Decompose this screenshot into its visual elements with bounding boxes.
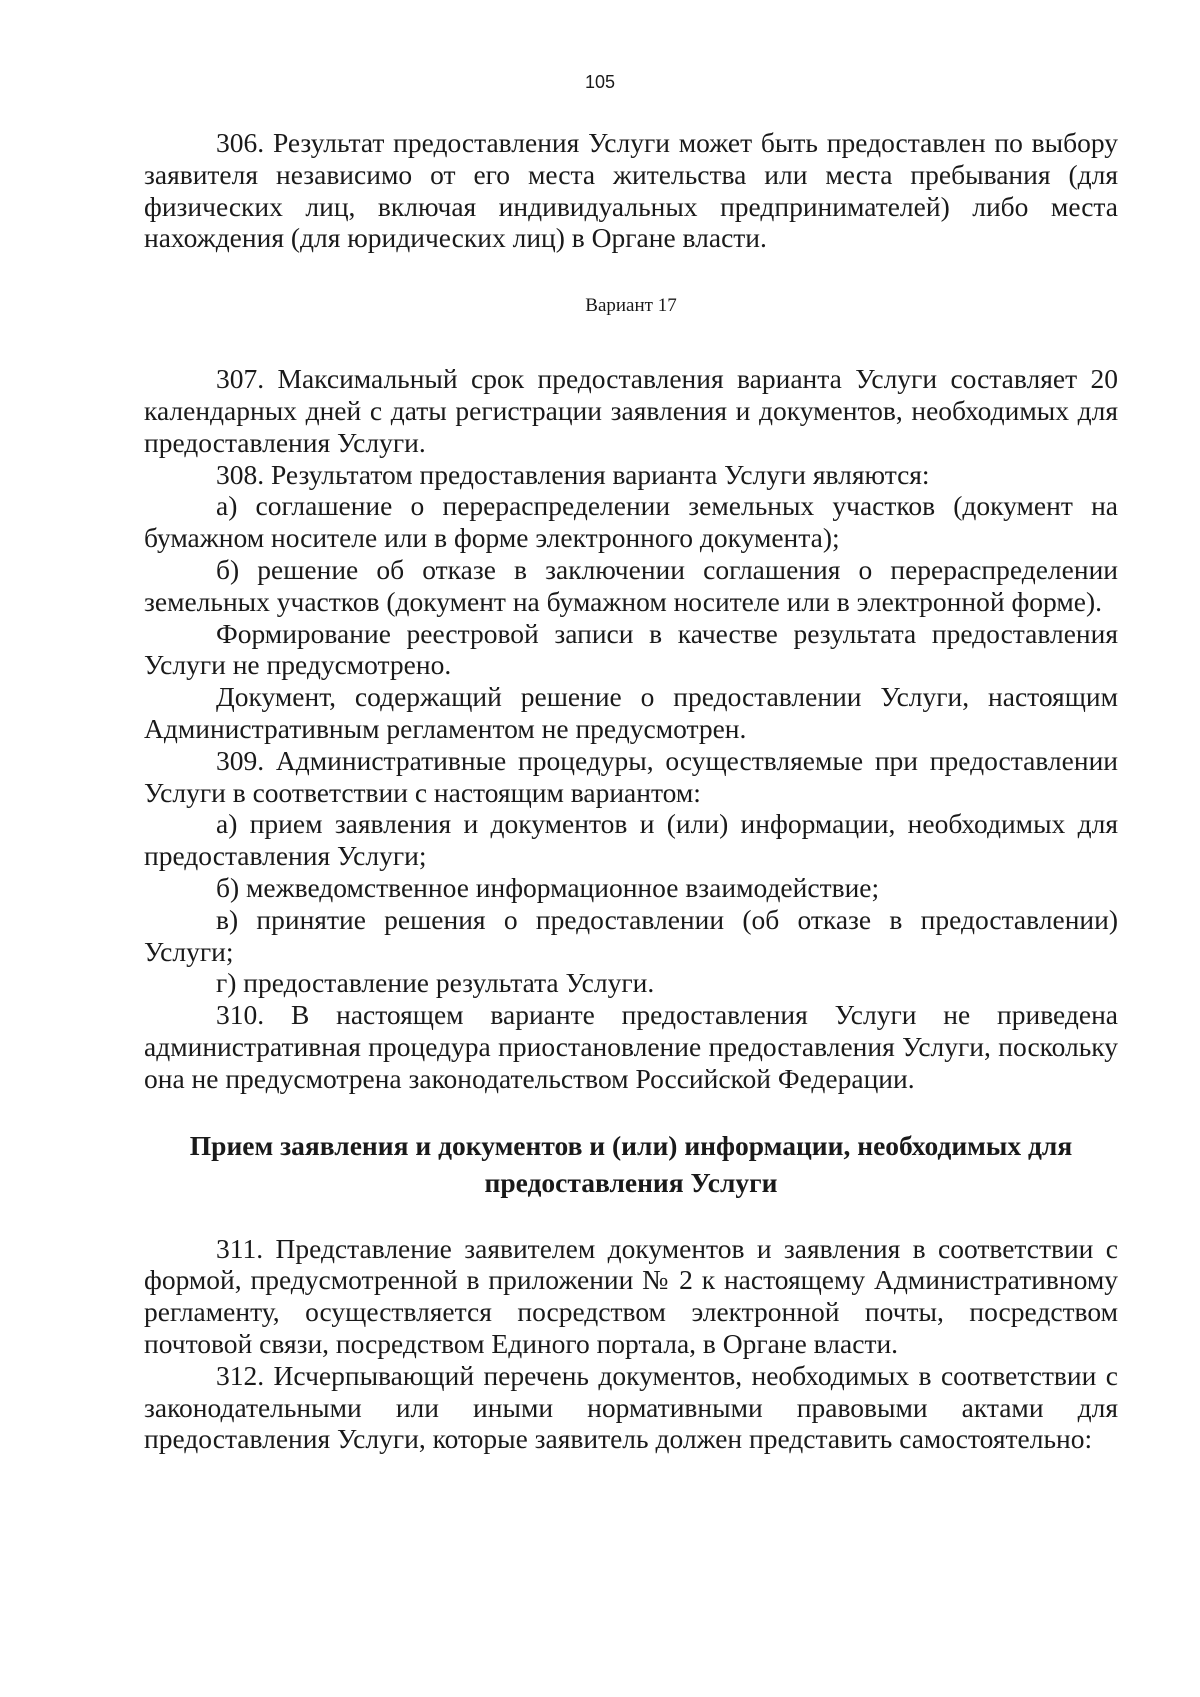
list-item-309-c: в) принятие решения о предоставлении (об отказе в предоставлении) Услуги;: [144, 903, 1118, 967]
list-item-309-d: г) предоставление результата Услуги.: [216, 967, 655, 999]
paragraph-307: 307. Максимальный срок предоставления варианта Услуги составляет 20 календарных дней с даты регистрации заявления и документов, необходимых для предоставления Услуги.: [144, 363, 1118, 458]
variant-title: Вариант 17: [585, 295, 677, 317]
section-heading-line-1: Прием заявления и документов и (или) информации, необходимых для: [189, 1129, 1073, 1161]
paragraph-312: 312. Исчерпывающий перечень документов, необходимых в соответствии с законодательными или иными нормативными правовыми актами для предоставления Услуги, которые заявитель должен представить самостоятельно:: [144, 1359, 1118, 1455]
section-heading-line-2: предоставления Услуги: [484, 1166, 778, 1198]
paragraph-309: 309. Административные процедуры, осуществляемые при предоставлении Услуги в соответствии с настоящим вариантом:: [144, 744, 1118, 808]
paragraph-registry-record: Формирование реестровой записи в качестве результата предоставления Услуги не предусмотрено.: [144, 617, 1118, 681]
list-item-308-a: а) соглашение о перераспределении земельных участков (документ на бумажном носителе или в форме электронного документа);: [144, 490, 1118, 554]
paragraph-310: 310. В настоящем варианте предоставления Услуги не приведена административная процедура приостановление предоставления Услуги, поскольку она не предусмотрена законодательством Российской Федерации.: [144, 999, 1118, 1094]
list-item-309-a: а) прием заявления и документов и (или) информации, необходимых для предоставления Услуги;: [144, 808, 1118, 872]
paragraph-306: 306. Результат предоставления Услуги может быть предоставлен по выбору заявителя независимо от его места жительства или места пребывания (для физических лиц, включая индивидуальных предпринимателей) либо места нахождения (для юридических лиц) в Органе власти.: [144, 127, 1118, 254]
paragraph-308: 308. Результатом предоставления варианта Услуги являются:: [216, 458, 930, 490]
list-item-309-b: б) межведомственное информационное взаимодействие;: [216, 871, 880, 903]
list-item-308-b: б) решение об отказе в заключении соглашения о перераспределении земельных участков (документ на бумажном носителе или в электронной форме).: [144, 553, 1118, 617]
paragraph-311: 311. Представление заявителем документов и заявления в соответствии с формой, предусмотренной в приложении № 2 к настоящему Административному регламенту, осуществляется посредством электронной почты, посредством почтовой связи, посредством Единого портала, в Органе власти.: [144, 1232, 1118, 1359]
document-body: [144, 127, 1118, 1455]
section-heading: [144, 1127, 1118, 1201]
paragraph-decision-document: Документ, содержащий решение о предоставлении Услуги, настоящим Административным регламентом не предусмотрен.: [144, 681, 1118, 744]
page-number: 105: [584, 72, 616, 92]
